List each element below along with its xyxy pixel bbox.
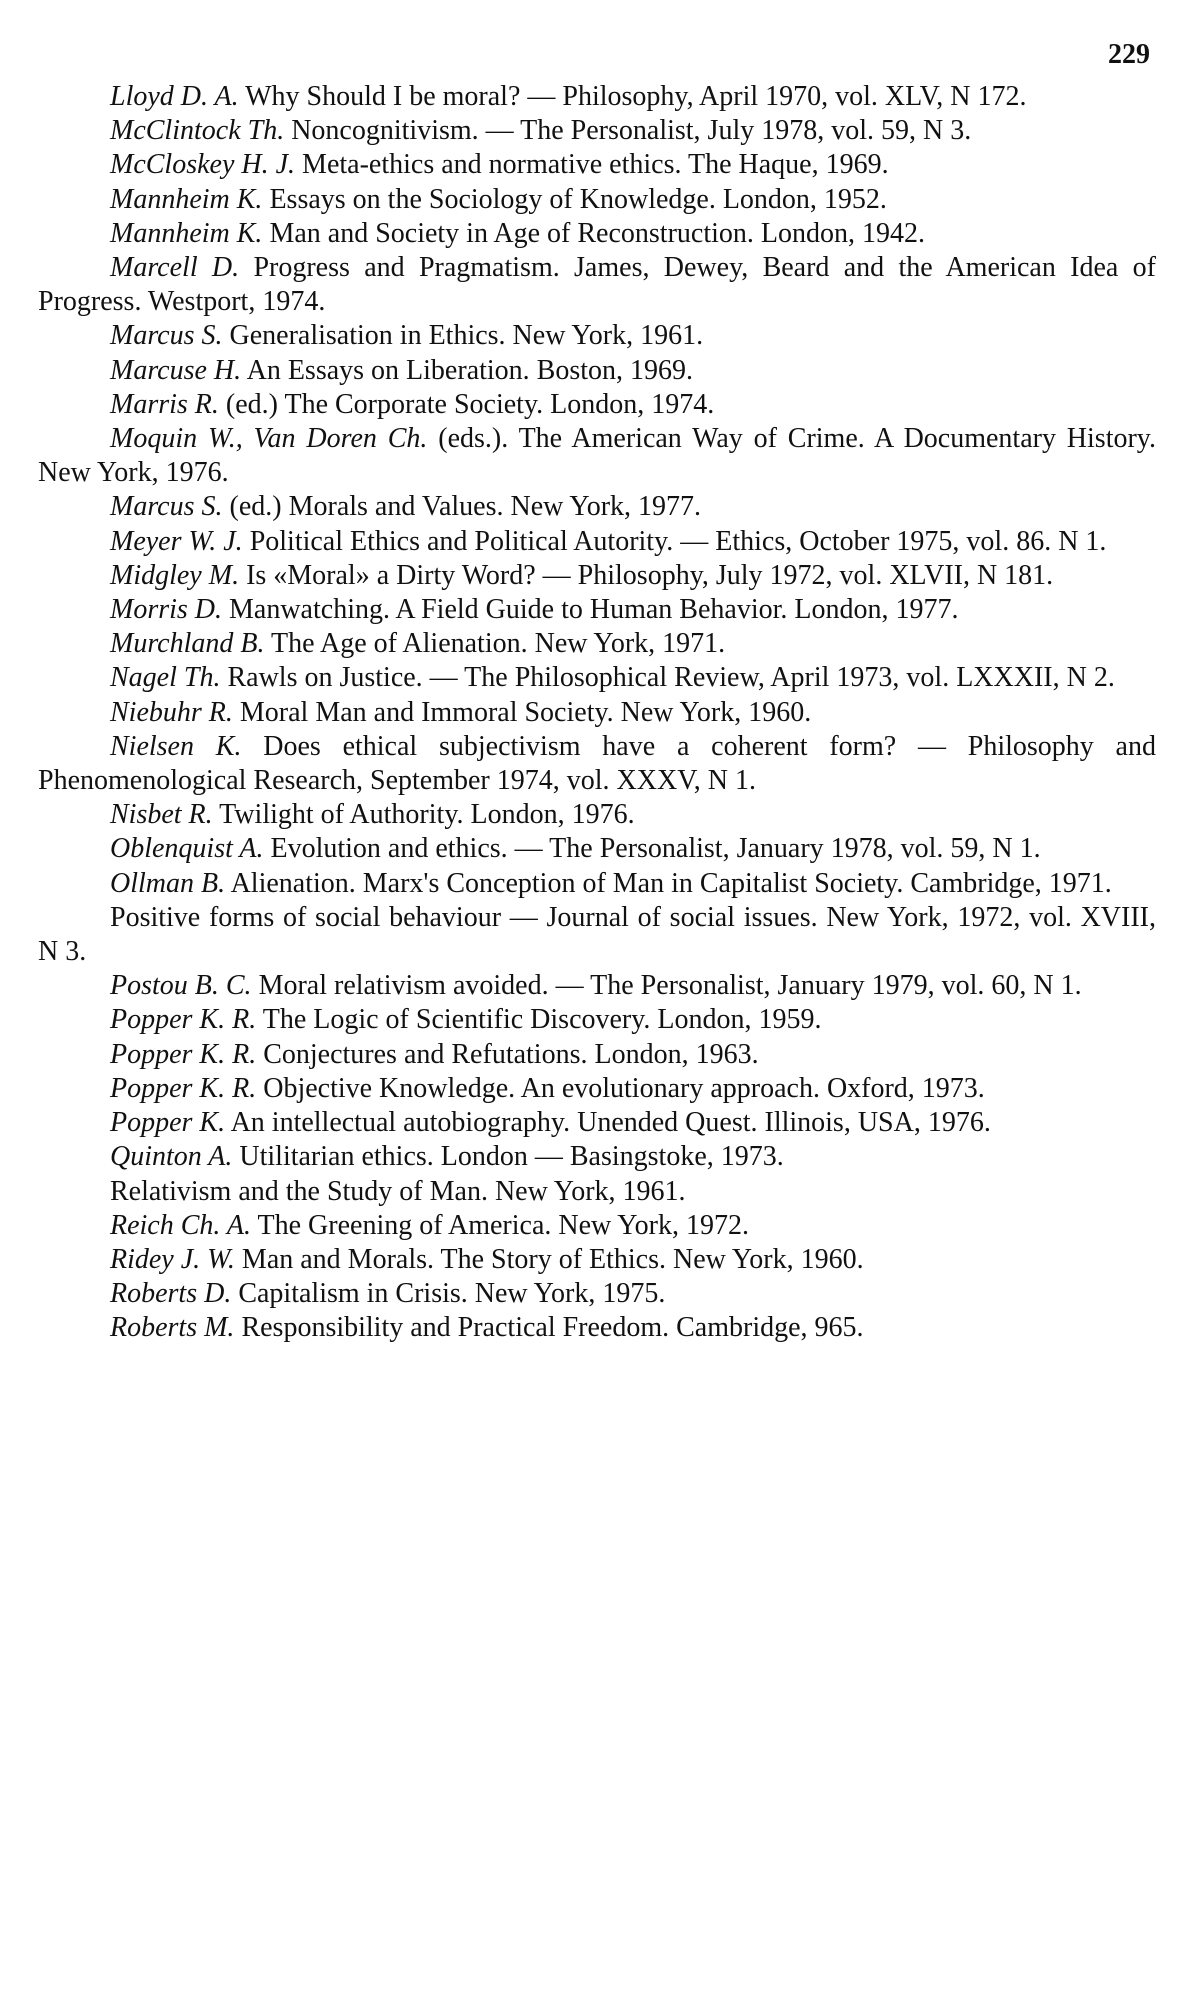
entry-author: Moquin W., Van Doren Ch. [110,423,428,455]
entry-author: Ollman B. [110,867,226,899]
entry-author: Marcuse H. [110,354,242,386]
entry-text: Is «Moral» a Dirty Word? — Philosophy, July 1972, vol. XLVII, N 181. [239,559,1054,591]
bibliography-entry [38,1072,1156,1106]
bibliography-entry [38,730,1156,798]
entry-author: Roberts M. [110,1312,235,1344]
bibliography-entry [38,867,1156,901]
bibliography-entry [38,217,1156,251]
entry-text: Rawls on Justice. — The Philosophical Review, April 1973, vol. LXXXII, N 2. [220,662,1115,694]
entry-text: (ed.) The Corporate Society. London, 1974. [218,388,715,420]
bibliography-entry [38,114,1156,148]
bibliography-entry [38,559,1156,593]
entry-text: An Essays on Liberation. Boston, 1969. [241,354,694,386]
bibliography-entry [38,1311,1156,1345]
entry-text: Utilitarian ethics. London — Basingstoke, 1973. [232,1141,784,1173]
entry-text: The Greening of America. New York, 1972. [251,1209,749,1241]
bibliography-entry [38,832,1156,866]
bibliography-entry [38,80,1156,114]
bibliography-entry [38,319,1156,353]
entry-author: Midgley M. [110,559,240,591]
entry-author: McClintock Th. [110,115,285,147]
bibliography-entry [38,661,1156,695]
entry-text: Moral Man and Immoral Society. New York, 1960. [232,696,812,728]
bibliography-entry [38,1243,1156,1277]
entry-text: Meta-ethics and normative ethics. The Haque, 1969. [295,149,889,181]
entry-author: Popper K. [110,1107,226,1139]
entry-author: Mannheim K. [110,183,263,215]
bibliography-entry [38,1038,1156,1072]
entry-author: Quinton A. [110,1141,233,1173]
entry-text: Objective Knowledge. An evolutionary approach. Oxford, 1973. [256,1072,985,1104]
entry-text: The Logic of Scientific Discovery. London, 1959. [256,1004,822,1036]
entry-author: Nielsen K. [110,730,242,762]
entry-text: Why Should I be moral? — Philosophy, April 1970, vol. XLV, N 172. [238,81,1027,112]
entry-author: Roberts D. [110,1278,232,1310]
entry-text: Noncognitivism. — The Personalist, July 1978, vol. 59, N 3. [284,115,972,147]
entry-text: An intellectual autobiography. Unended Quest. Illinois, USA, 1976. [225,1107,991,1139]
entry-text: Essays on the Sociology of Knowledge. London, 1952. [262,183,887,215]
bibliography-entry [38,969,1156,1003]
bibliography-entry [38,525,1156,559]
bibliography-entry [38,1003,1156,1037]
entry-author: Mannheim K. [110,217,263,249]
entry-text: Alienation. Marx's Conception of Man in Capitalist Society. Cambridge, 1971. [225,867,1112,899]
entry-author: Lloyd D. A. [110,81,239,112]
entry-author: Murchland B. [110,628,265,660]
entry-author: Oblenquist A. [110,833,264,865]
entry-author: Nagel Th. [110,662,221,694]
bibliography-entry [38,490,1156,524]
bibliography-entry [38,1175,1156,1209]
bibliography-entry [38,1140,1156,1174]
entry-text: Does ethical subjectivism have a coherent form? — Philosophy and Phenomenological Research, September 1974, vol. XXXV, N 1. [38,730,1156,797]
entry-author: Reich Ch. A. [110,1209,252,1241]
entry-author: Popper K. R. [110,1038,257,1070]
entry-author: Ridey J. W. [110,1243,235,1275]
bibliography-entry [38,388,1156,422]
entry-author: Meyer W. J. [110,525,243,557]
entry-text: Evolution and ethics. — The Personalist, January 1978, vol. 59, N 1. [263,833,1041,865]
entry-text: Political Ethics and Political Autority. — Ethics, October 1975, vol. 86. N 1. [242,525,1107,557]
entry-text: Responsibility and Practical Freedom. Cambridge, 965. [234,1312,864,1344]
entry-text: Relativism and the Study of Man. New York, 1961. [110,1175,686,1207]
entry-text: (ed.) Morals and Values. New York, 1977. [222,491,702,523]
entry-author: Popper K. R. [110,1004,257,1036]
entry-author: Marcell D. [110,252,240,284]
entry-text: Man and Morals. The Story of Ethics. New York, 1960. [234,1243,864,1275]
bibliography-entry [38,1209,1156,1243]
bibliography-entry [38,422,1156,490]
entry-author: Popper K. R. [110,1072,257,1104]
entry-text: Conjectures and Refutations. London, 1963. [256,1038,759,1070]
entry-author: Niebuhr R. [110,696,233,728]
entry-author: Morris D. [110,594,223,626]
entry-text: Generalisation in Ethics. New York, 1961. [222,320,704,352]
entry-author: Marcus S. [110,491,223,523]
bibliography-entry [38,798,1156,832]
entry-author: Marris R. [110,388,219,420]
entry-text: Positive forms of social behaviour — Journal of social issues. New York, 1972, vol. XVIII, N 3. [38,901,1156,968]
entry-text: Progress and Pragmatism. James, Dewey, Beard and the American Idea of Progress. Westport, 1974. [38,252,1156,318]
page-number: 229 [1108,39,1150,70]
entry-author: Marcus S. [110,320,223,352]
entry-author: Postou B. C. [110,970,252,1002]
bibliography-entry [38,901,1156,969]
entry-text: Man and Society in Age of Reconstruction. London, 1942. [262,217,926,249]
bibliography-entry [38,354,1156,388]
entry-text: (eds.). The American Way of Crime. A Documentary History. New York, 1976. [38,423,1156,489]
bibliography-list [38,80,1156,1346]
entry-text: The Age of Alienation. New York, 1971. [264,628,726,660]
entry-text: Manwatching. A Field Guide to Human Behavior. London, 1977. [222,594,959,626]
entry-author: Nisbet R. [110,799,213,831]
bibliography-entry [38,696,1156,730]
bibliography-entry [38,251,1156,319]
entry-author: McCloskey H. J. [110,149,296,181]
entry-text: Capitalism in Crisis. New York, 1975. [231,1278,666,1310]
entry-text: Twilight of Authority. London, 1976. [212,799,635,831]
bibliography-entry [38,593,1156,627]
entry-text: Moral relativism avoided. — The Personalist, January 1979, vol. 60, N 1. [251,970,1082,1002]
bibliography-entry [38,1106,1156,1140]
bibliography-entry [38,1277,1156,1311]
bibliography-entry [38,183,1156,217]
bibliography-entry [38,148,1156,182]
bibliography-entry [38,627,1156,661]
